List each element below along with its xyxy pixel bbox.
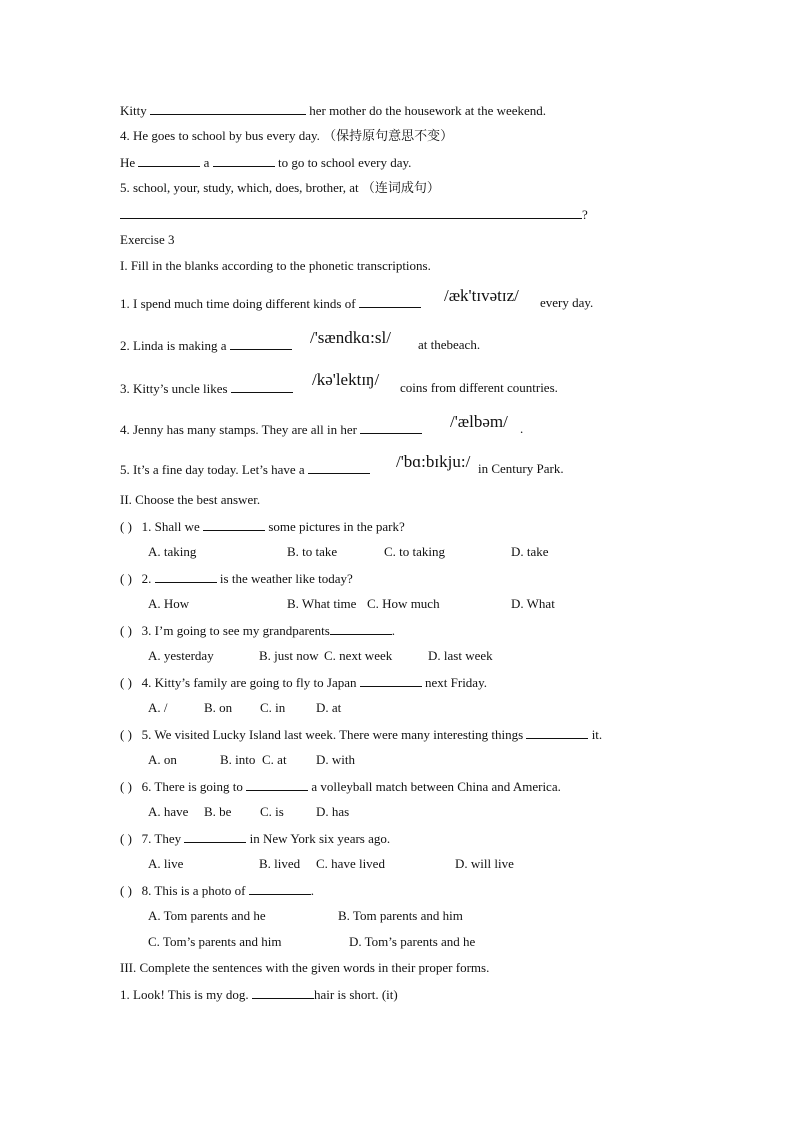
option-b[interactable]: B. on bbox=[204, 700, 233, 715]
phonetic-item-tail: . bbox=[520, 421, 524, 436]
option-d[interactable]: D. with bbox=[316, 752, 355, 767]
phonetic-transcription: /'sændkɑ:sl/ bbox=[310, 328, 391, 347]
option-a[interactable]: A. Tom parents and he bbox=[148, 908, 266, 923]
option-c[interactable]: C. in bbox=[260, 700, 286, 715]
option-d[interactable]: D. take bbox=[511, 544, 549, 559]
prev-question-5: 5. school, your, study, which, does, brother, at （连词成句） bbox=[120, 180, 440, 195]
option-d[interactable]: D. last week bbox=[428, 648, 493, 663]
answer-blank[interactable] bbox=[360, 421, 422, 434]
answer-blank[interactable] bbox=[246, 778, 308, 791]
phonetic-item: 4. Jenny has many stamps. They are all in her bbox=[120, 421, 422, 438]
answer-paren[interactable]: ( ) bbox=[120, 623, 132, 638]
option-a[interactable]: A. / bbox=[148, 700, 168, 715]
answer-blank[interactable] bbox=[252, 986, 314, 999]
answer-blank[interactable] bbox=[308, 461, 370, 474]
prev-line-3: He a to go to school every day. bbox=[120, 155, 412, 170]
mcq-question: ( ) 6. There is going to a volleyball match between China and America. bbox=[120, 779, 561, 794]
mcq-question: ( ) 5. We visited Lucky Island last week. There were many interesting things it. bbox=[120, 727, 603, 742]
mcq-question: ( ) 8. This is a photo of . bbox=[120, 883, 314, 898]
answer-blank[interactable] bbox=[231, 380, 293, 393]
mcq-question: ( ) 1. Shall we some pictures in the park? bbox=[120, 519, 405, 534]
section-2-heading: II. Choose the best answer. bbox=[120, 492, 261, 507]
answer-blank[interactable] bbox=[249, 882, 311, 895]
phonetic-item: 1. I spend much time doing different kinds of bbox=[120, 295, 421, 312]
option-c[interactable]: C. Tom’s parents and him bbox=[148, 934, 282, 949]
phonetic-item-tail: coins from different countries. bbox=[400, 380, 558, 395]
answer-blank[interactable] bbox=[213, 154, 275, 167]
prev-line-1: Kitty her mother do the housework at the weekend. bbox=[120, 103, 547, 118]
answer-blank[interactable] bbox=[230, 337, 292, 350]
answer-blank[interactable] bbox=[138, 154, 200, 167]
prev-line-5: ? bbox=[120, 206, 588, 223]
option-a[interactable]: A. on bbox=[148, 752, 177, 767]
mcq-question: ( ) 4. Kitty’s family are going to fly to Japan next Friday. bbox=[120, 675, 487, 690]
phonetic-item-tail: every day. bbox=[540, 295, 594, 310]
option-b[interactable]: B. to take bbox=[287, 544, 338, 559]
option-d[interactable]: D. at bbox=[316, 700, 342, 715]
completion-item: 1. Look! This is my dog. hair is short. (it) bbox=[120, 987, 398, 1002]
section-3-heading: III. Complete the sentences with the given words in their proper forms. bbox=[120, 960, 490, 975]
phonetic-item-tail: at thebeach. bbox=[418, 337, 481, 352]
phonetic-item-tail: in Century Park. bbox=[478, 461, 564, 476]
answer-blank[interactable] bbox=[360, 674, 422, 687]
answer-paren[interactable]: ( ) bbox=[120, 675, 132, 690]
phonetic-transcription: /æk'tɪvətɪz/ bbox=[444, 286, 519, 305]
mcq-question: ( ) 3. I’m going to see my grandparents . bbox=[120, 623, 396, 638]
option-c[interactable]: C. How much bbox=[367, 596, 440, 611]
answer-blank[interactable] bbox=[359, 295, 421, 308]
option-b[interactable]: B. into bbox=[220, 752, 256, 767]
answer-paren[interactable]: ( ) bbox=[120, 831, 132, 846]
answer-paren[interactable]: ( ) bbox=[120, 883, 132, 898]
option-d[interactable]: D. has bbox=[316, 804, 350, 819]
option-c[interactable]: C. is bbox=[260, 804, 284, 819]
phonetic-item: 3. Kitty’s uncle likes bbox=[120, 380, 293, 397]
option-b[interactable]: B. just now bbox=[259, 648, 319, 663]
answer-paren[interactable]: ( ) bbox=[120, 571, 132, 586]
mcq-question: ( ) 2. is the weather like today? bbox=[120, 571, 353, 586]
answer-blank[interactable] bbox=[526, 726, 588, 739]
answer-blank[interactable] bbox=[184, 830, 246, 843]
section-1-heading: I. Fill in the blanks according to the phonetic transcriptions. bbox=[120, 258, 431, 273]
answer-paren[interactable]: ( ) bbox=[120, 727, 132, 742]
answer-blank[interactable] bbox=[120, 206, 582, 219]
option-b[interactable]: B. lived bbox=[259, 856, 301, 871]
answer-blank[interactable] bbox=[203, 518, 265, 531]
option-c[interactable]: C. to taking bbox=[384, 544, 446, 559]
answer-blank[interactable] bbox=[330, 622, 392, 635]
phonetic-transcription: /'ælbəm/ bbox=[450, 412, 508, 431]
phonetic-transcription: /'bɑ:bɪkju:/ bbox=[396, 452, 471, 471]
exercise-title: Exercise 3 bbox=[120, 232, 175, 247]
option-b[interactable]: B. What time bbox=[287, 596, 357, 611]
option-d[interactable]: D. will live bbox=[455, 856, 514, 871]
answer-blank[interactable] bbox=[155, 570, 217, 583]
phonetic-transcription: /kə'lektɪŋ/ bbox=[312, 370, 380, 389]
prev-question-4: 4. He goes to school by bus every day. （保持原句意思不变） bbox=[120, 128, 454, 143]
option-a[interactable]: A. live bbox=[148, 856, 184, 871]
answer-paren[interactable]: ( ) bbox=[120, 779, 132, 794]
mcq-question: ( ) 7. They in New York six years ago. bbox=[120, 831, 391, 846]
option-d[interactable]: D. What bbox=[511, 596, 555, 611]
option-b[interactable]: B. Tom parents and him bbox=[338, 908, 463, 923]
option-c[interactable]: C. next week bbox=[324, 648, 393, 663]
option-c[interactable]: C. have lived bbox=[316, 856, 385, 871]
option-b[interactable]: B. be bbox=[204, 804, 232, 819]
option-c[interactable]: C. at bbox=[262, 752, 287, 767]
phonetic-item: 5. It’s a fine day today. Let’s have a bbox=[120, 461, 370, 478]
answer-blank[interactable] bbox=[150, 102, 306, 115]
option-a[interactable]: A. taking bbox=[148, 544, 197, 559]
answer-paren[interactable]: ( ) bbox=[120, 519, 132, 534]
option-d[interactable]: D. Tom’s parents and he bbox=[349, 934, 476, 949]
option-a[interactable]: A. have bbox=[148, 804, 189, 819]
option-a[interactable]: A. How bbox=[148, 596, 190, 611]
phonetic-item: 2. Linda is making a bbox=[120, 337, 292, 354]
option-a[interactable]: A. yesterday bbox=[148, 648, 214, 663]
